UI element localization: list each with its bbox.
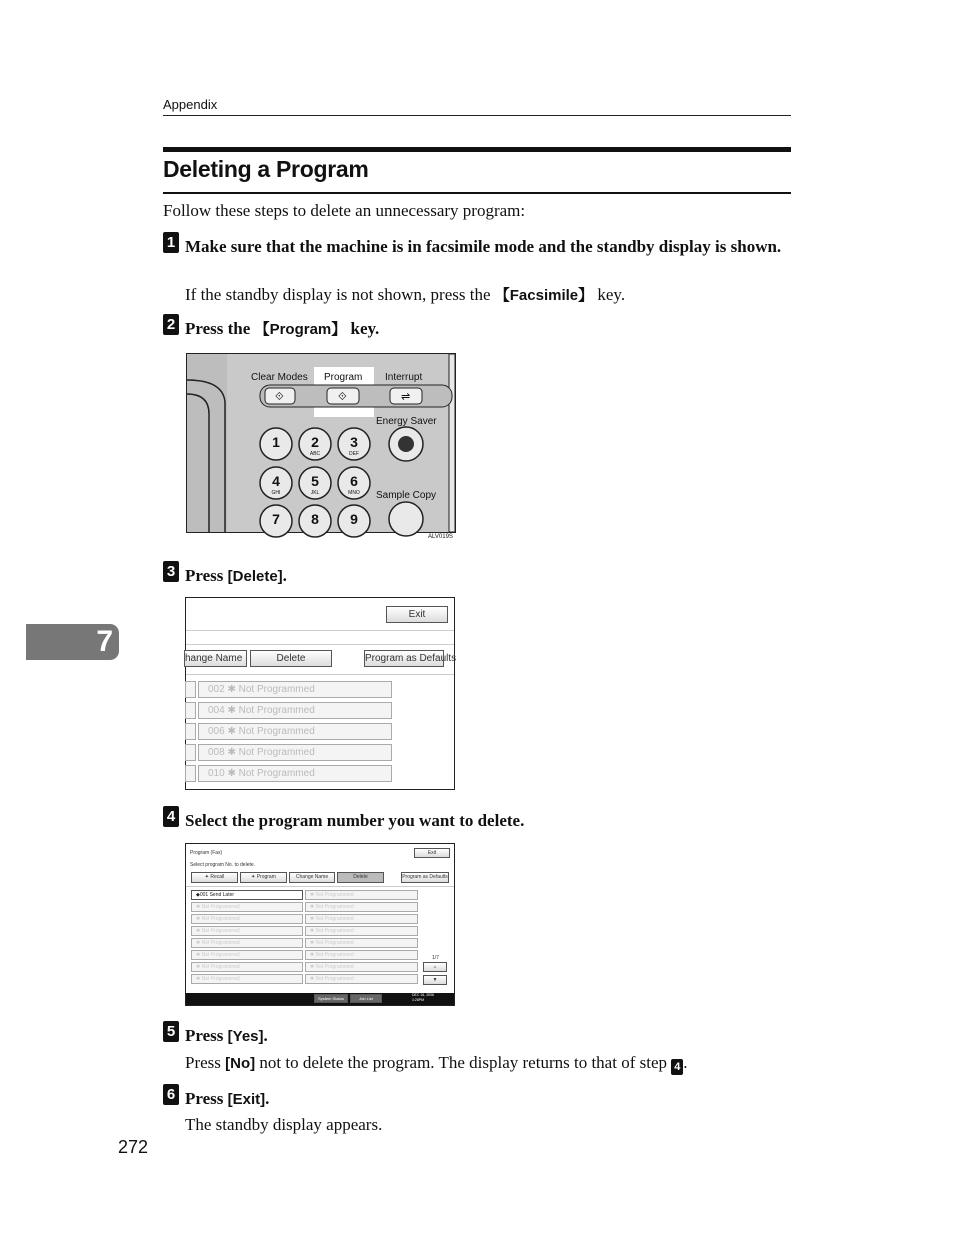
numeric-keypad bbox=[260, 428, 370, 537]
control-panel-figure bbox=[186, 353, 456, 533]
step-2-pre: Press the bbox=[185, 319, 255, 338]
key-digit: 5 bbox=[311, 473, 319, 489]
facsimile-key-label: 【Facsimile】 bbox=[494, 287, 594, 304]
program-key-label: 【Program】 bbox=[254, 321, 347, 338]
tab-recall[interactable]: ✦ Recall bbox=[191, 872, 238, 883]
title-rule-bottom bbox=[163, 192, 791, 194]
key-digit: 9 bbox=[350, 511, 358, 527]
program-row[interactable]: ◆001 Send Later bbox=[191, 890, 303, 900]
key-letters: JKL bbox=[310, 490, 320, 496]
program-row[interactable]: ✱ Not Programmed bbox=[305, 974, 418, 984]
sample-copy-button bbox=[389, 502, 423, 536]
row-stub[interactable] bbox=[185, 723, 196, 740]
exit-button-small[interactable]: Exit bbox=[414, 848, 450, 858]
delete-screen-figure bbox=[185, 597, 455, 790]
svg-text:⇌: ⇌ bbox=[401, 391, 411, 403]
tab-delete[interactable]: Delete bbox=[337, 872, 384, 883]
step-4-badge: 4 bbox=[163, 806, 179, 827]
system-status-button[interactable]: System Status bbox=[314, 994, 348, 1003]
step-5-note bbox=[185, 1053, 688, 1075]
job-list-button[interactable]: Job List bbox=[350, 994, 382, 1003]
program-row[interactable]: ✱ Not Programmed bbox=[305, 926, 418, 936]
program-row[interactable]: ✱ Not Programmed bbox=[191, 914, 303, 924]
key-digit: 8 bbox=[311, 511, 319, 527]
interrupt-label: Interrupt bbox=[385, 372, 423, 383]
program-row[interactable]: 008 ✱ Not Programmed bbox=[198, 744, 392, 761]
program-row[interactable]: ✱ Not Programmed bbox=[305, 950, 418, 960]
program-row[interactable]: ✱ Not Programmed bbox=[305, 962, 418, 972]
program-as-defaults-button[interactable]: Program as Defaults bbox=[364, 650, 444, 667]
key-letters: GHI bbox=[271, 490, 281, 496]
scroll-down-button[interactable]: ▼ bbox=[423, 975, 447, 985]
step-2-text bbox=[185, 319, 379, 340]
change-name-button[interactable]: hange Name bbox=[184, 650, 247, 667]
delete-button[interactable]: Delete bbox=[250, 650, 332, 667]
no-key-label: [No] bbox=[225, 1055, 256, 1072]
select-program-screen-figure bbox=[185, 843, 455, 1006]
header-rule bbox=[163, 115, 791, 116]
step-5-text bbox=[185, 1026, 268, 1047]
step-6-text bbox=[185, 1089, 269, 1110]
step-5-badge: 5 bbox=[163, 1021, 179, 1042]
step-1-note-pre: If the standby display is not shown, press the bbox=[185, 285, 495, 304]
step-6-note: The standby display appears. bbox=[185, 1115, 383, 1134]
energy-saver-label: Energy Saver bbox=[376, 416, 437, 427]
key-digit: 4 bbox=[272, 473, 280, 489]
program-row[interactable]: 004 ✱ Not Programmed bbox=[198, 702, 392, 719]
program-row[interactable]: ✱ Not Programmed bbox=[305, 890, 418, 900]
step-5-note-pre: Press bbox=[185, 1053, 226, 1072]
exit-key-label: [Exit] bbox=[227, 1091, 266, 1108]
program-row[interactable]: ✱ Not Programmed bbox=[305, 902, 418, 912]
program-row[interactable]: ✱ Not Programmed bbox=[191, 926, 303, 936]
step-6-post: . bbox=[265, 1089, 270, 1108]
program-row[interactable]: 010 ✱ Not Programmed bbox=[198, 765, 392, 782]
row-stub[interactable] bbox=[185, 765, 196, 782]
row-stub[interactable] bbox=[185, 681, 196, 698]
key-letters: MNO bbox=[348, 490, 360, 496]
step-3-badge: 3 bbox=[163, 561, 179, 582]
tab-program-as-defaults[interactable]: Program as Defaults bbox=[401, 872, 449, 883]
sample-copy-label: Sample Copy bbox=[376, 490, 437, 501]
clear-modes-label: Clear Modes bbox=[251, 372, 308, 383]
program-row[interactable]: 006 ✱ Not Programmed bbox=[198, 723, 392, 740]
delete-key-label: [Delete] bbox=[227, 568, 283, 585]
key-digit: 6 bbox=[350, 473, 358, 489]
screen-title: Program (Fax) bbox=[190, 850, 223, 856]
yes-key-label: [Yes] bbox=[227, 1028, 264, 1045]
scroll-up-button[interactable]: ▲ bbox=[423, 962, 447, 972]
tab-change-name[interactable]: Change Name bbox=[289, 872, 335, 883]
step-5-post: . bbox=[263, 1026, 268, 1045]
step-6-badge: 6 bbox=[163, 1084, 179, 1105]
step-2-badge: 2 bbox=[163, 314, 179, 335]
step-5-note-end: . bbox=[683, 1053, 688, 1072]
screen-instruction: Select program No. to delete. bbox=[190, 862, 256, 868]
page-indicator: 1/7 bbox=[432, 955, 439, 961]
program-row[interactable]: 002 ✱ Not Programmed bbox=[198, 681, 392, 698]
svg-text:⟐: ⟐ bbox=[338, 391, 347, 403]
program-row[interactable]: ✱ Not Programmed bbox=[191, 962, 303, 972]
step-1-badge: 1 bbox=[163, 232, 179, 253]
key-letters: DEF bbox=[349, 451, 359, 457]
step-1-note bbox=[185, 284, 625, 305]
step-4-text: Select the program number you want to delete. bbox=[185, 811, 525, 830]
program-row[interactable]: ✱ Not Programmed bbox=[191, 950, 303, 960]
intro-text: Follow these steps to delete an unnecessary program: bbox=[163, 201, 526, 220]
row-stub[interactable] bbox=[185, 744, 196, 761]
figure-code: ALV019S bbox=[428, 534, 453, 540]
step-1-note-post: key. bbox=[593, 285, 626, 304]
program-row[interactable]: ✱ Not Programmed bbox=[191, 974, 303, 984]
chapter-tab: 7 bbox=[26, 624, 119, 660]
step-2-post: key. bbox=[346, 319, 380, 338]
key-digit: 3 bbox=[350, 434, 358, 450]
step-6-pre: Press bbox=[185, 1089, 228, 1108]
program-row[interactable]: ✱ Not Programmed bbox=[305, 938, 418, 948]
program-row[interactable]: ✱ Not Programmed bbox=[305, 914, 418, 924]
step-1-text: Make sure that the machine is in facsimile mode and the standby display is shown. bbox=[185, 237, 782, 256]
step-ref-badge: 4 bbox=[671, 1059, 683, 1075]
key-digit: 2 bbox=[311, 434, 319, 450]
step-3-pre: Press bbox=[185, 566, 228, 585]
step-5-note-post: not to delete the program. The display returns to that of step bbox=[255, 1053, 672, 1072]
clock: DEC 16, 2006 1:28PM bbox=[412, 993, 434, 1002]
program-label: Program bbox=[324, 372, 363, 383]
step-3-text bbox=[185, 566, 287, 587]
step-5-pre: Press bbox=[185, 1026, 228, 1045]
key-letters: ABC bbox=[309, 451, 321, 457]
section-title: Deleting a Program bbox=[163, 156, 369, 182]
program-row[interactable]: ✱ Not Programmed bbox=[191, 938, 303, 948]
step-3-post: . bbox=[282, 566, 287, 585]
program-row[interactable]: ✱ Not Programmed bbox=[191, 902, 303, 912]
running-head: Appendix bbox=[163, 97, 218, 112]
row-stub[interactable] bbox=[185, 702, 196, 719]
key-digit: 1 bbox=[272, 434, 280, 450]
tab-program[interactable]: ✦ Program bbox=[240, 872, 287, 883]
page-number: 272 bbox=[118, 1137, 149, 1157]
key-digit: 7 bbox=[272, 511, 280, 527]
svg-text:⟐: ⟐ bbox=[275, 391, 284, 403]
title-rule-top bbox=[163, 147, 791, 152]
exit-button[interactable]: Exit bbox=[386, 606, 448, 623]
